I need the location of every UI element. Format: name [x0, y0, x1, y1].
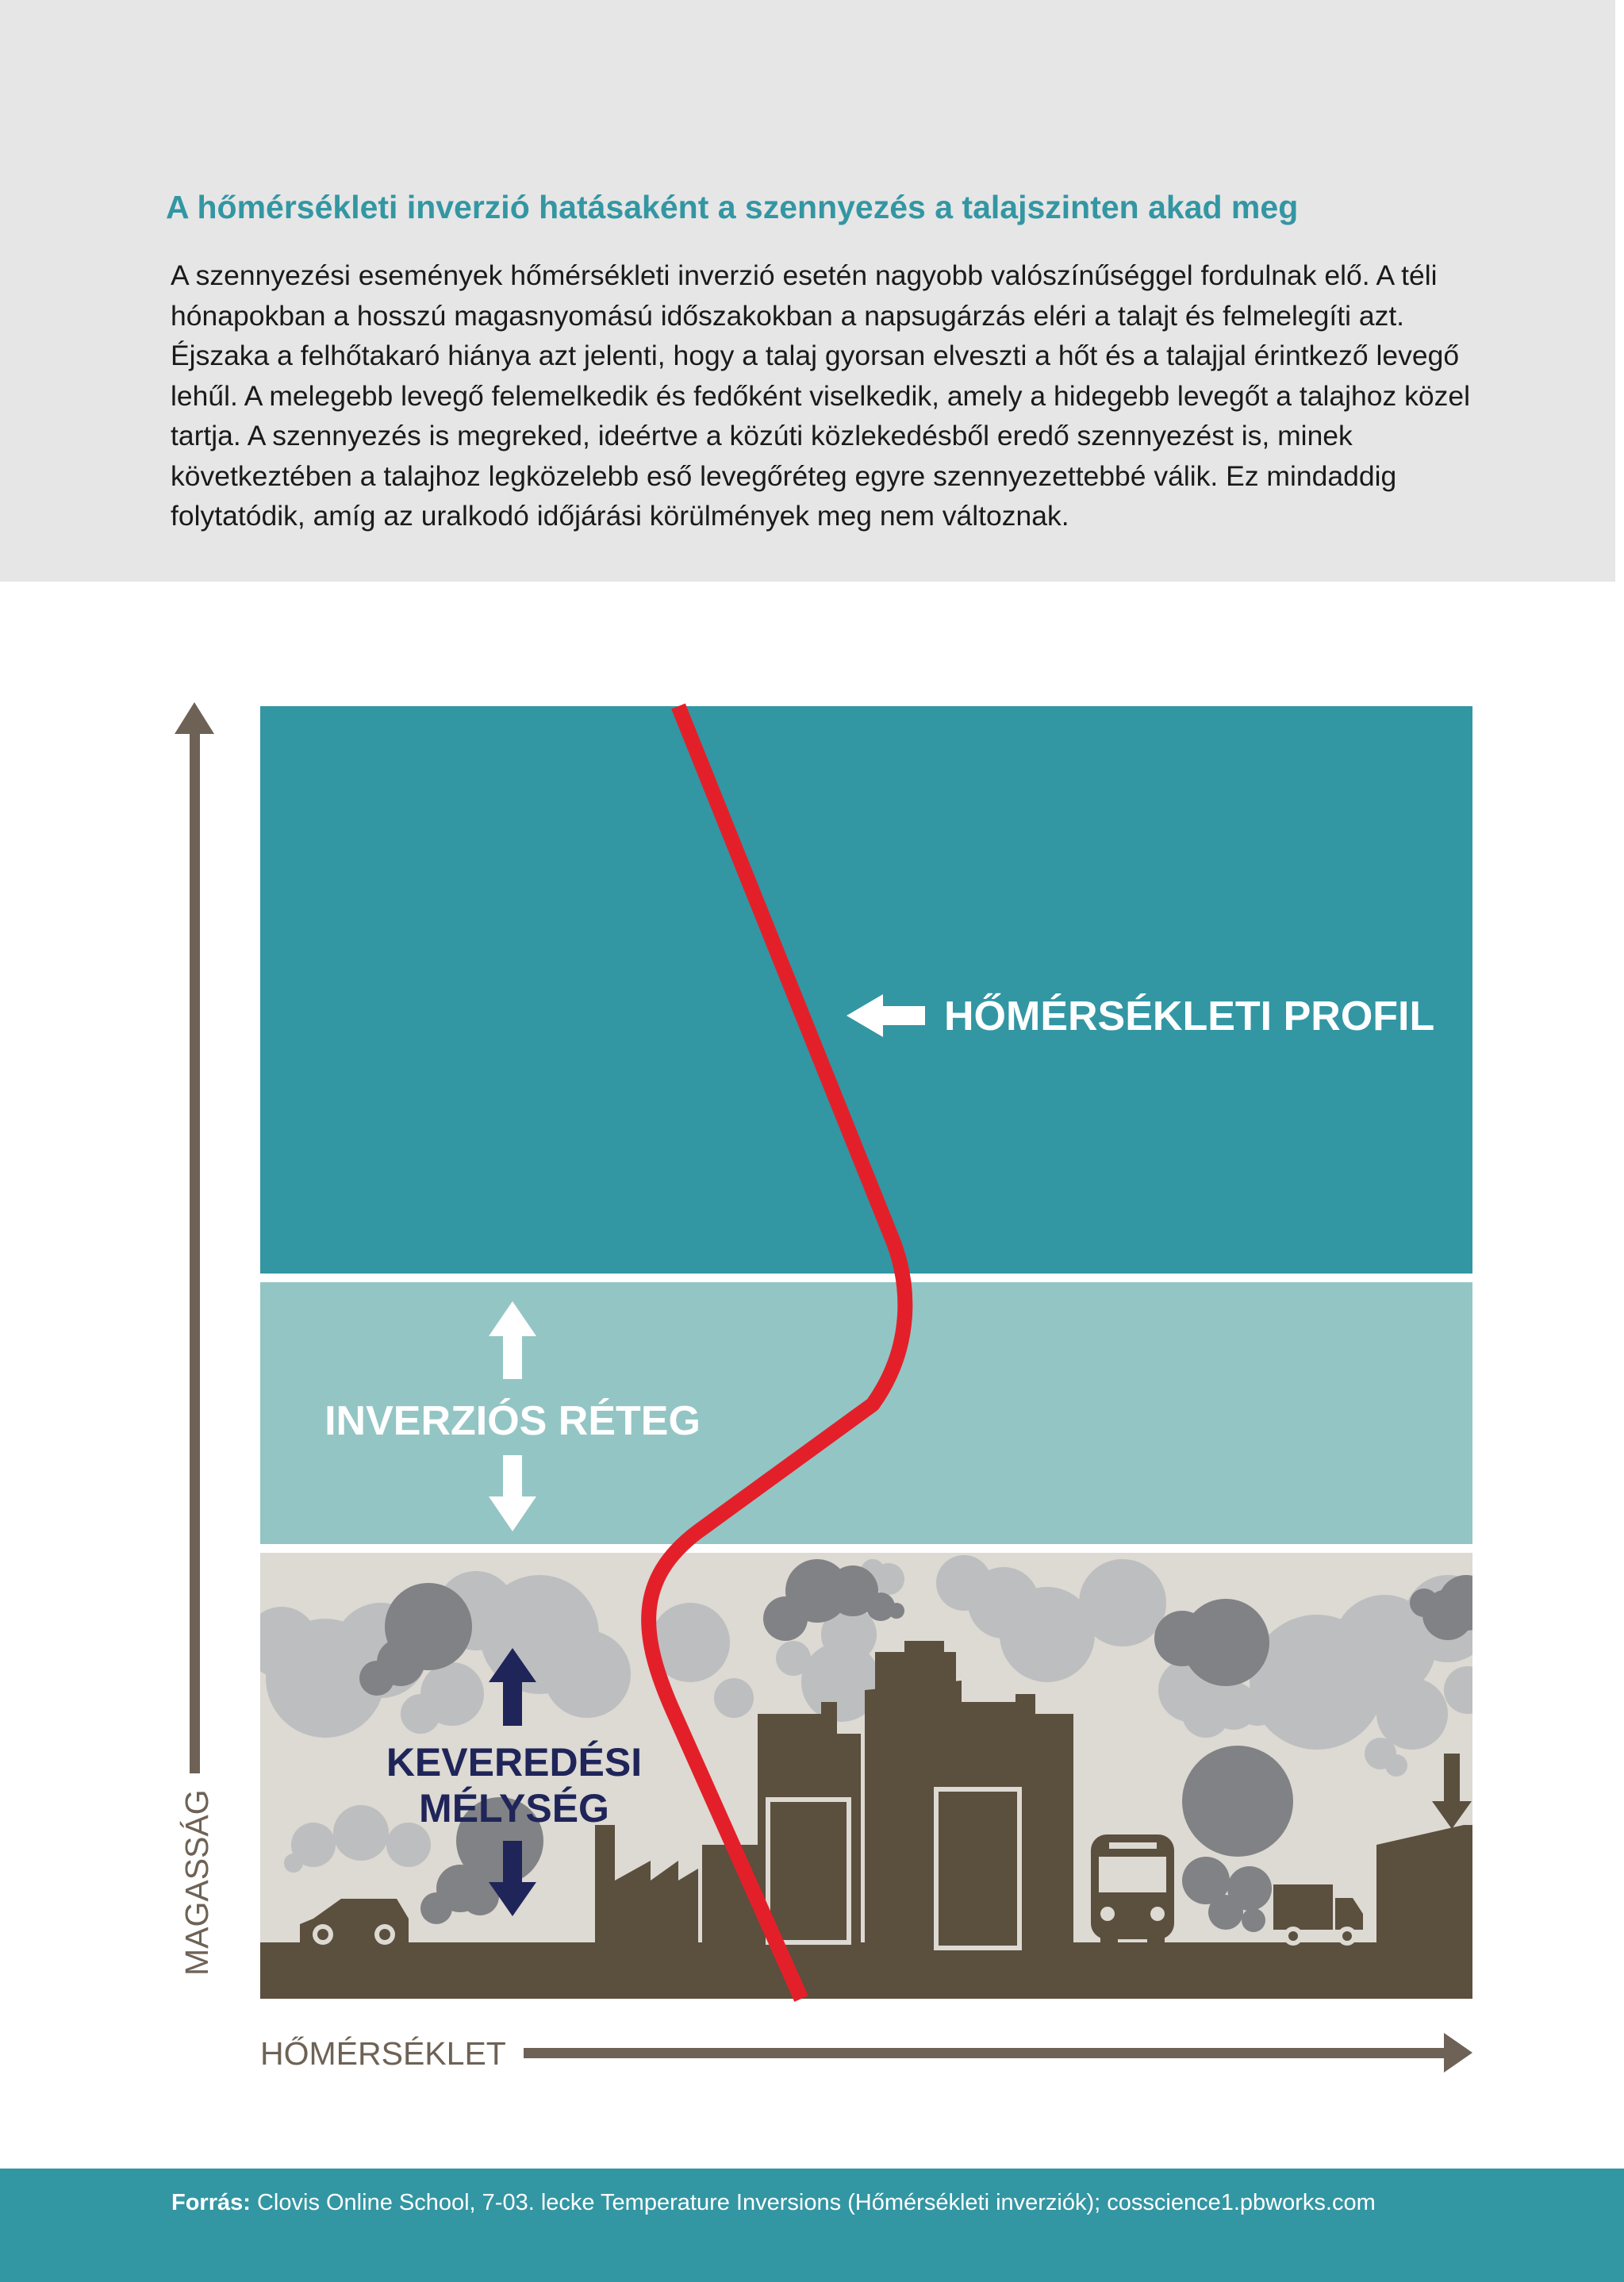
source-text: Clovis Online School, 7-03. lecke Temperature Inversions (Hőmérsékleti inverziók); cosscience1.pbworks.com — [256, 2190, 1376, 2215]
intro-text: A szennyezési események hőmérsékleti inverzió esetén nagyobb valószínűséggel fordulnak elő. A téli hónapokban a hosszú magasnyomású időszakokban a napsugárzás eléri a talajt és felmelegíti azt. Éjszaka a felhőtakaró hiánya azt jelenti, hogy a talaj gyorsan elveszti a hőt és a talajjal érintkező levegő lehűl. A melegebb levegő felemelkedik és fedőként viselkedik, amely a hidegebb levegőt a talajhoz közel tartja. A szennyezés is megreked, ideértve a közúti közlekedésből eredő szennyezést is, minek következtében a talajhoz legközelebb eső levegőréteg egyre szennyezettebbé válik. Ez mindaddig folytatódik, amíg az uralkodó időjárási körülmények meg nem változnak. — [171, 259, 1470, 532]
footer-bar — [0, 2169, 1624, 2282]
profile-label: HŐMÉRSÉKLETI PROFIL — [944, 993, 1435, 1039]
inversion-layer-label: INVERZIÓS RÉTEG — [324, 1398, 701, 1444]
bus-icon — [1091, 1834, 1174, 1947]
y-axis-arrow — [175, 702, 214, 1773]
mixing-depth-label-line1: KEVEREDÉSI — [386, 1740, 643, 1784]
mixing-depth-label-line2: MÉLYSÉG — [419, 1786, 609, 1831]
x-axis-label: HŐMÉRSÉKLET — [260, 2035, 506, 2072]
page-title: A hőmérsékleti inverzió hatásaként a szennyezés a talajszinten akad meg — [166, 189, 1299, 225]
source-citation — [171, 2190, 1376, 2216]
x-axis-arrow — [524, 2033, 1472, 2073]
y-axis-label: MAGASSÁG — [179, 1789, 215, 1976]
source-label: Forrás: — [171, 2190, 251, 2215]
